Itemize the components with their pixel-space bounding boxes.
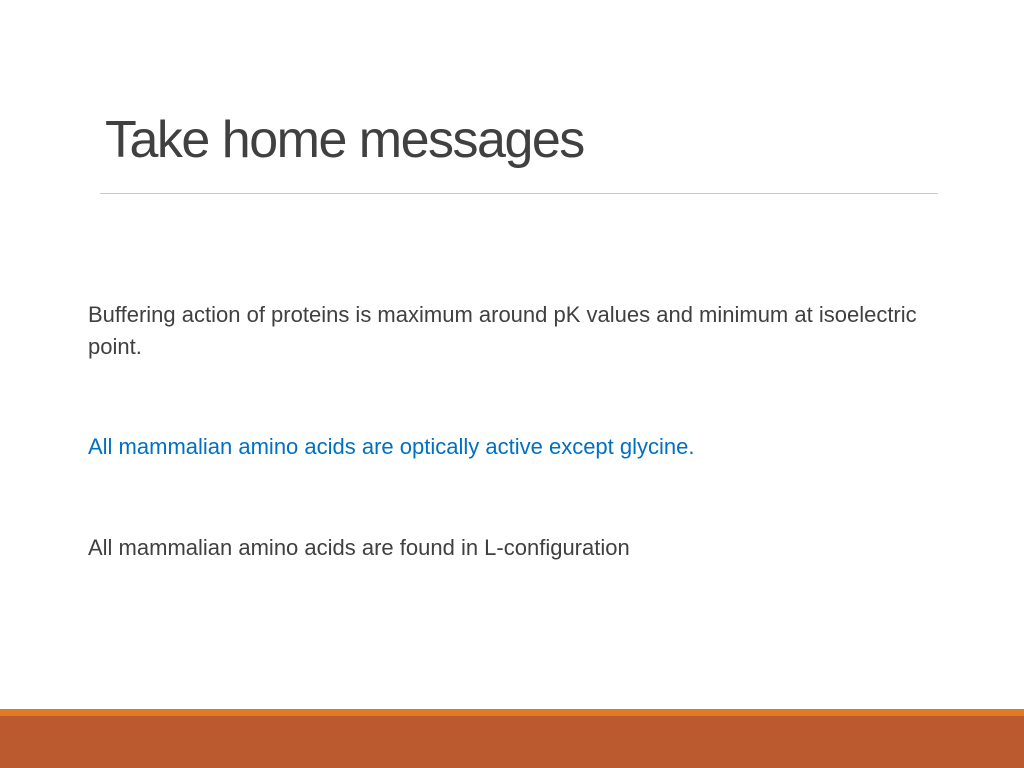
footer-accent-stripe: [0, 709, 1024, 716]
bullet-optically-active: All mammalian amino acids are optically active except glycine.: [88, 434, 695, 459]
bullet-buffering: Buffering action of proteins is maximum around pK values and minimum at isoelectric point.: [88, 302, 917, 359]
title-divider: [100, 193, 938, 194]
bullet-l-configuration: All mammalian amino acids are found in L-configuration: [88, 535, 630, 560]
slide-title: Take home messages: [105, 111, 584, 169]
footer-band: [0, 716, 1024, 768]
